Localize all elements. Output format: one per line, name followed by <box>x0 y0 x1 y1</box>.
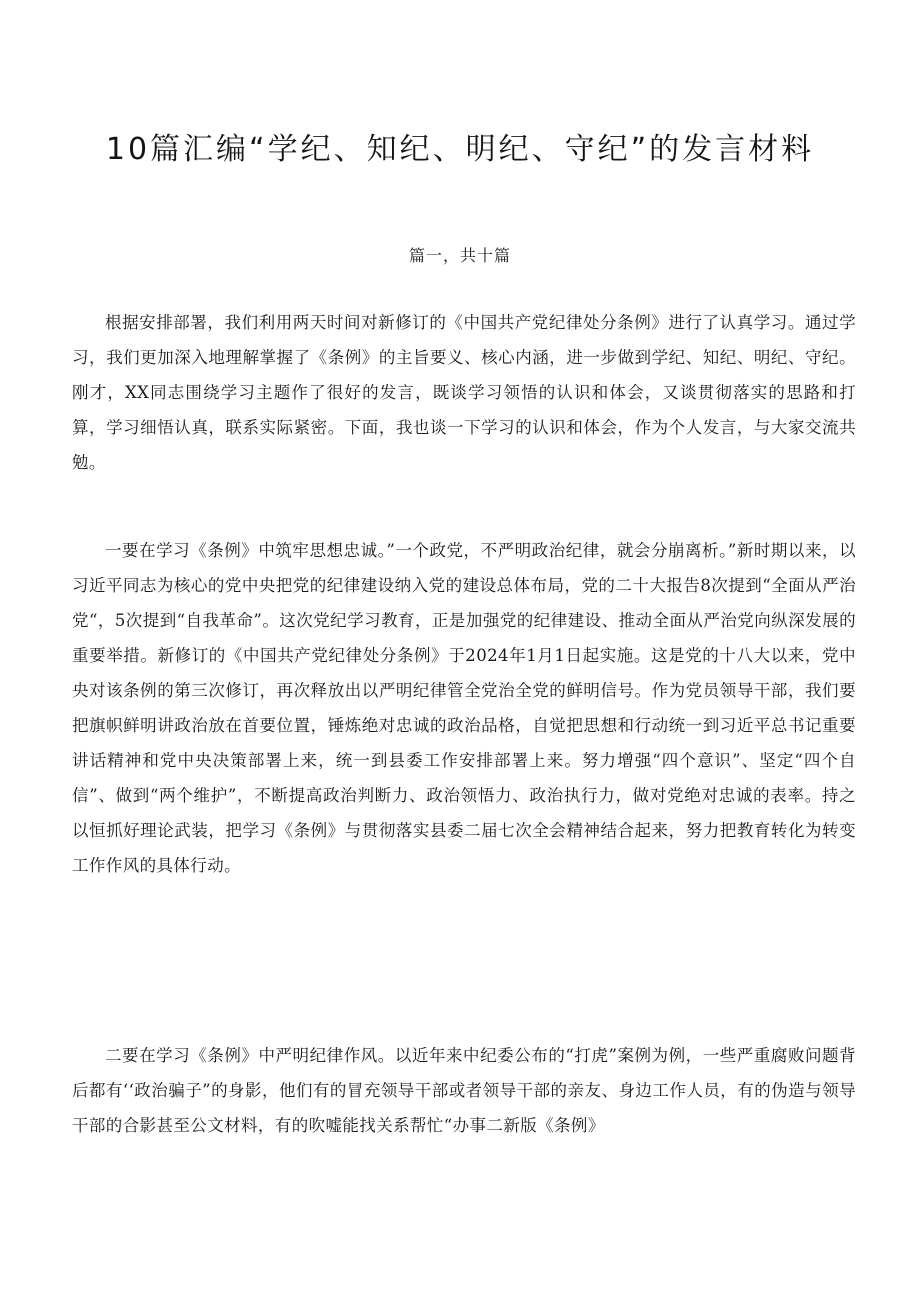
paragraph-point-two: 二要在学习《条例》中严明纪律作风。以近年来中纪委公布的“打虎”案例为例，一些严重腐败问题背后都有‘‘政治骗子”的身影，他们有的冒充领导干部或者领导干部的亲友、身边工作人员，有的伪造与领导干部的合影甚至公文材料，有的吹嘘能找关系帮忙“办事二新版《条例》 <box>72 1046 856 1135</box>
section-heading: 篇一，共十篇 <box>408 246 511 265</box>
paragraph-point-one: 一要在学习《条例》中筑牢思想忠诚。”一个政党，不严明政治纪律，就会分崩离析。”新时期以来，以习近平同志为核心的党中央把党的纪律建设纳入党的建设总体布局，党的二十大报告8次提到“全面从严治党“，5次提到“自我革命”。这次党纪学习教育，正是加强党的纪律建设、推动全面从严治党向纵深发展的重要举措。新修订的《中国共产党纪律处分条例》于2024年1月1日起实施。这是党的十八大以来，党中央对该条例的第三次修订，再次释放出以严明纪律管全党治全党的鲜明信号。作为党员领导干部，我们要把旗帜鲜明讲政治放在首要位置，锤炼绝对忠诚的政治品格，自觉把思想和行动统一到习近平总书记重要讲话精神和党中央决策部署上来，统一到县委工作安排部署上来。努力增强“四个意识”、坚定“四个自信”、做到“两个维护”，不断提高政治判断力、政治领悟力、政治执行力，做对党绝对忠诚的表率。持之以恒抓好理论武装，把学习《条例》与贯彻落实县委二届七次全会精神结合起来，努力把教育转化为转变工作作风的具体行动。 <box>72 541 856 875</box>
document-title: 10篇汇编“学纪、知纪、明纪、守纪”的发言材料 <box>105 132 815 167</box>
paragraph-intro: 根据安排部署，我们利用两天时间对新修订的《中国共产党纪律处分条例》进行了认真学习。通过学习，我们更加深入地理解掌握了《条例》的主旨要义、核心内涵，进一步做到学纪、知纪、明纪、守纪。刚才，XX同志围绕学习主题作了很好的发言，既谈学习领悟的认识和体会，又谈贯彻落实的思路和打算，学习细悟认真，联系实际紧密。下面，我也谈一下学习的认识和体会，作为个人发言，与大家交流共勉。 <box>72 313 856 472</box>
